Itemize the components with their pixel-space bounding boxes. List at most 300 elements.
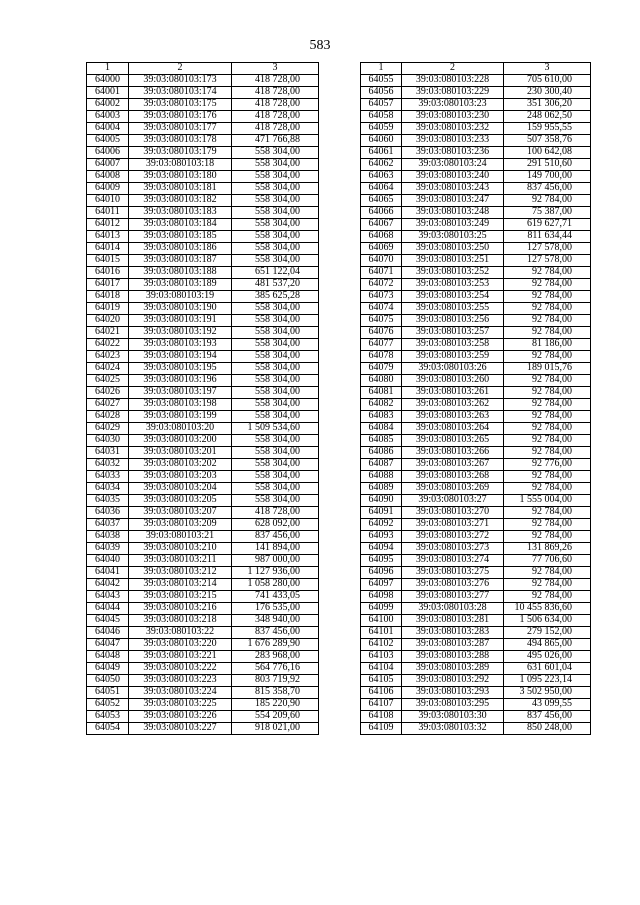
- table-row: [87, 171, 319, 183]
- cadastral-number-cell: 39:03:080103:204: [129, 483, 232, 495]
- row-number-cell: 64038: [87, 531, 129, 543]
- value-cell: 1 095 223,14: [504, 675, 591, 687]
- table-row: [361, 75, 591, 87]
- table-row: [87, 231, 319, 243]
- row-number-cell: 64060: [361, 135, 402, 147]
- table-row: [87, 339, 319, 351]
- cadastral-number-cell: 39:03:080103:25: [402, 231, 504, 243]
- value-cell: 495 026,00: [504, 651, 591, 663]
- cadastral-number-cell: 39:03:080103:272: [402, 531, 504, 543]
- column-header-3: 3: [504, 63, 591, 75]
- value-cell: 92 784,00: [504, 519, 591, 531]
- table-row: [361, 531, 591, 543]
- table-row: [87, 435, 319, 447]
- value-cell: 811 634,44: [504, 231, 591, 243]
- cadastral-number-cell: 39:03:080103:275: [402, 567, 504, 579]
- cadastral-number-cell: 39:03:080103:188: [129, 267, 232, 279]
- value-cell: 141 894,00: [232, 543, 319, 555]
- value-cell: 558 304,00: [232, 195, 319, 207]
- row-number-cell: 64070: [361, 255, 402, 267]
- cadastral-number-cell: 39:03:080103:22: [129, 627, 232, 639]
- cadastral-number-cell: 39:03:080103:220: [129, 639, 232, 651]
- cadastral-number-cell: 39:03:080103:176: [129, 111, 232, 123]
- table-row: [87, 531, 319, 543]
- table-row: [87, 327, 319, 339]
- table-row: [361, 579, 591, 591]
- cadastral-number-cell: 39:03:080103:180: [129, 171, 232, 183]
- row-number-cell: 64040: [87, 555, 129, 567]
- table-row: [87, 123, 319, 135]
- row-number-cell: 64023: [87, 351, 129, 363]
- value-cell: 558 304,00: [232, 147, 319, 159]
- row-number-cell: 64037: [87, 519, 129, 531]
- table-row: [361, 231, 591, 243]
- table-row: [361, 387, 591, 399]
- table-row: [87, 723, 319, 735]
- row-number-cell: 64080: [361, 375, 402, 387]
- row-number-cell: 64043: [87, 591, 129, 603]
- table-row: [361, 399, 591, 411]
- cadastral-number-cell: 39:03:080103:185: [129, 231, 232, 243]
- table-row: [361, 327, 591, 339]
- row-number-cell: 64057: [361, 99, 402, 111]
- row-number-cell: 64041: [87, 567, 129, 579]
- table-row: [361, 147, 591, 159]
- table-row: [361, 123, 591, 135]
- row-number-cell: 64042: [87, 579, 129, 591]
- value-cell: 619 627,71: [504, 219, 591, 231]
- row-number-cell: 64052: [87, 699, 129, 711]
- table-row: [87, 591, 319, 603]
- value-cell: 351 306,20: [504, 99, 591, 111]
- value-cell: 558 304,00: [232, 363, 319, 375]
- value-cell: 92 784,00: [504, 267, 591, 279]
- value-cell: 92 784,00: [504, 531, 591, 543]
- value-cell: 628 092,00: [232, 519, 319, 531]
- cadastral-number-cell: 39:03:080103:249: [402, 219, 504, 231]
- cadastral-number-cell: 39:03:080103:268: [402, 471, 504, 483]
- row-number-cell: 64086: [361, 447, 402, 459]
- value-cell: 558 304,00: [232, 243, 319, 255]
- cadastral-number-cell: 39:03:080103:274: [402, 555, 504, 567]
- cadastral-number-cell: 39:03:080103:273: [402, 543, 504, 555]
- value-cell: 189 015,76: [504, 363, 591, 375]
- cadastral-number-cell: 39:03:080103:184: [129, 219, 232, 231]
- cadastral-number-cell: 39:03:080103:175: [129, 99, 232, 111]
- cadastral-number-cell: 39:03:080103:173: [129, 75, 232, 87]
- value-cell: 987 000,00: [232, 555, 319, 567]
- table-header-row: [361, 63, 591, 75]
- value-cell: 100 642,08: [504, 147, 591, 159]
- value-cell: 127 578,00: [504, 243, 591, 255]
- row-number-cell: 64059: [361, 123, 402, 135]
- cadastral-number-cell: 39:03:080103:198: [129, 399, 232, 411]
- cadastral-number-cell: 39:03:080103:23: [402, 99, 504, 111]
- cadastral-number-cell: 39:03:080103:262: [402, 399, 504, 411]
- table-row: [361, 375, 591, 387]
- cadastral-number-cell: 39:03:080103:182: [129, 195, 232, 207]
- value-cell: 92 784,00: [504, 399, 591, 411]
- row-number-cell: 64027: [87, 399, 129, 411]
- value-cell: 92 784,00: [504, 471, 591, 483]
- table-row: [87, 459, 319, 471]
- row-number-cell: 64031: [87, 447, 129, 459]
- table-row: [87, 135, 319, 147]
- cadastral-number-cell: 39:03:080103:227: [129, 723, 232, 735]
- table-row: [361, 195, 591, 207]
- value-cell: 92 784,00: [504, 279, 591, 291]
- row-number-cell: 64064: [361, 183, 402, 195]
- row-number-cell: 64098: [361, 591, 402, 603]
- value-cell: 558 304,00: [232, 159, 319, 171]
- table-row: [361, 687, 591, 699]
- table-row: [87, 147, 319, 159]
- value-cell: 3 502 950,00: [504, 687, 591, 699]
- table-row: [361, 519, 591, 531]
- table-row: [87, 267, 319, 279]
- table-row: [87, 315, 319, 327]
- cadastral-number-cell: 39:03:080103:177: [129, 123, 232, 135]
- column-header-1: 1: [87, 63, 129, 75]
- row-number-cell: 64039: [87, 543, 129, 555]
- cadastral-number-cell: 39:03:080103:270: [402, 507, 504, 519]
- row-number-cell: 64035: [87, 495, 129, 507]
- value-cell: 418 728,00: [232, 75, 319, 87]
- value-cell: 92 784,00: [504, 567, 591, 579]
- value-cell: 127 578,00: [504, 255, 591, 267]
- value-cell: 803 719,92: [232, 675, 319, 687]
- cadastral-number-cell: 39:03:080103:200: [129, 435, 232, 447]
- value-cell: 92 784,00: [504, 591, 591, 603]
- cadastral-number-cell: 39:03:080103:221: [129, 651, 232, 663]
- value-cell: 837 456,00: [504, 711, 591, 723]
- table-row: [87, 603, 319, 615]
- data-table-left: [86, 62, 319, 735]
- value-cell: 418 728,00: [232, 123, 319, 135]
- value-cell: 837 456,00: [232, 531, 319, 543]
- row-number-cell: 64069: [361, 243, 402, 255]
- table-row: [87, 639, 319, 651]
- table-row: [87, 471, 319, 483]
- row-number-cell: 64088: [361, 471, 402, 483]
- table-row: [87, 483, 319, 495]
- table-row: [87, 507, 319, 519]
- cadastral-number-cell: 39:03:080103:27: [402, 495, 504, 507]
- row-number-cell: 64034: [87, 483, 129, 495]
- value-cell: 418 728,00: [232, 111, 319, 123]
- row-number-cell: 64077: [361, 339, 402, 351]
- cadastral-number-cell: 39:03:080103:230: [402, 111, 504, 123]
- row-number-cell: 64010: [87, 195, 129, 207]
- cadastral-number-cell: 39:03:080103:205: [129, 495, 232, 507]
- value-cell: 558 304,00: [232, 495, 319, 507]
- cadastral-number-cell: 39:03:080103:216: [129, 603, 232, 615]
- cadastral-number-cell: 39:03:080103:197: [129, 387, 232, 399]
- row-number-cell: 64083: [361, 411, 402, 423]
- row-number-cell: 64094: [361, 543, 402, 555]
- column-header-1: 1: [361, 63, 402, 75]
- row-number-cell: 64053: [87, 711, 129, 723]
- table-row: [361, 363, 591, 375]
- table-row: [87, 711, 319, 723]
- table-row: [87, 255, 319, 267]
- table-row: [87, 399, 319, 411]
- value-cell: 815 358,70: [232, 687, 319, 699]
- cadastral-number-cell: 39:03:080103:186: [129, 243, 232, 255]
- cadastral-number-cell: 39:03:080103:252: [402, 267, 504, 279]
- table-row: [361, 627, 591, 639]
- value-cell: 651 122,04: [232, 267, 319, 279]
- value-cell: 494 865,00: [504, 639, 591, 651]
- row-number-cell: 64011: [87, 207, 129, 219]
- row-number-cell: 64047: [87, 639, 129, 651]
- table-row: [87, 567, 319, 579]
- table-row: [361, 255, 591, 267]
- value-cell: 92 784,00: [504, 327, 591, 339]
- value-cell: 77 706,60: [504, 555, 591, 567]
- row-number-cell: 64095: [361, 555, 402, 567]
- value-cell: 558 304,00: [232, 447, 319, 459]
- row-number-cell: 64045: [87, 615, 129, 627]
- cadastral-number-cell: 39:03:080103:264: [402, 423, 504, 435]
- value-cell: 81 186,00: [504, 339, 591, 351]
- row-number-cell: 64054: [87, 723, 129, 735]
- row-number-cell: 64024: [87, 363, 129, 375]
- row-number-cell: 64102: [361, 639, 402, 651]
- table-row: [87, 495, 319, 507]
- table-row: [87, 687, 319, 699]
- value-cell: 43 099,55: [504, 699, 591, 711]
- table-row: [361, 615, 591, 627]
- table-row: [361, 411, 591, 423]
- row-number-cell: 64008: [87, 171, 129, 183]
- cadastral-number-cell: 39:03:080103:201: [129, 447, 232, 459]
- row-number-cell: 64033: [87, 471, 129, 483]
- cadastral-number-cell: 39:03:080103:202: [129, 459, 232, 471]
- row-number-cell: 64109: [361, 723, 402, 735]
- cadastral-number-cell: 39:03:080103:265: [402, 435, 504, 447]
- cadastral-number-cell: 39:03:080103:207: [129, 507, 232, 519]
- row-number-cell: 64030: [87, 435, 129, 447]
- table-row: [361, 675, 591, 687]
- cadastral-number-cell: 39:03:080103:258: [402, 339, 504, 351]
- value-cell: 1 506 634,00: [504, 615, 591, 627]
- cadastral-number-cell: 39:03:080103:225: [129, 699, 232, 711]
- cadastral-number-cell: 39:03:080103:228: [402, 75, 504, 87]
- value-cell: 1 127 936,00: [232, 567, 319, 579]
- value-cell: 92 784,00: [504, 387, 591, 399]
- table-row: [361, 591, 591, 603]
- table-row: [361, 111, 591, 123]
- value-cell: 631 601,04: [504, 663, 591, 675]
- cadastral-number-cell: 39:03:080103:288: [402, 651, 504, 663]
- cadastral-number-cell: 39:03:080103:214: [129, 579, 232, 591]
- cadastral-number-cell: 39:03:080103:253: [402, 279, 504, 291]
- table-row: [361, 483, 591, 495]
- value-cell: 1 555 004,00: [504, 495, 591, 507]
- row-number-cell: 64026: [87, 387, 129, 399]
- table-row: [361, 699, 591, 711]
- table-row: [361, 279, 591, 291]
- row-number-cell: 64051: [87, 687, 129, 699]
- table-row: [87, 555, 319, 567]
- table-row: [87, 663, 319, 675]
- cadastral-number-cell: 39:03:080103:178: [129, 135, 232, 147]
- value-cell: 92 784,00: [504, 303, 591, 315]
- row-number-cell: 64101: [361, 627, 402, 639]
- cadastral-number-cell: 39:03:080103:193: [129, 339, 232, 351]
- table-header-row: [87, 63, 319, 75]
- row-number-cell: 64021: [87, 327, 129, 339]
- table-row: [87, 195, 319, 207]
- value-cell: 558 304,00: [232, 207, 319, 219]
- cadastral-number-cell: 39:03:080103:28: [402, 603, 504, 615]
- value-cell: 558 304,00: [232, 219, 319, 231]
- cadastral-number-cell: 39:03:080103:259: [402, 351, 504, 363]
- cadastral-number-cell: 39:03:080103:30: [402, 711, 504, 723]
- cadastral-number-cell: 39:03:080103:196: [129, 375, 232, 387]
- value-cell: 92 784,00: [504, 435, 591, 447]
- row-number-cell: 64065: [361, 195, 402, 207]
- table-row: [361, 639, 591, 651]
- table-row: [361, 87, 591, 99]
- cadastral-number-cell: 39:03:080103:215: [129, 591, 232, 603]
- cadastral-number-cell: 39:03:080103:232: [402, 123, 504, 135]
- value-cell: 918 021,00: [232, 723, 319, 735]
- value-cell: 554 209,60: [232, 711, 319, 723]
- value-cell: 291 510,60: [504, 159, 591, 171]
- table-row: [361, 303, 591, 315]
- row-number-cell: 64036: [87, 507, 129, 519]
- value-cell: 558 304,00: [232, 387, 319, 399]
- cadastral-number-cell: 39:03:080103:21: [129, 531, 232, 543]
- table-row: [87, 699, 319, 711]
- table-row: [87, 519, 319, 531]
- row-number-cell: 64078: [361, 351, 402, 363]
- cadastral-number-cell: 39:03:080103:269: [402, 483, 504, 495]
- cadastral-number-cell: 39:03:080103:187: [129, 255, 232, 267]
- value-cell: 837 456,00: [232, 627, 319, 639]
- row-number-cell: 64075: [361, 315, 402, 327]
- table-row: [87, 159, 319, 171]
- table-row: [87, 279, 319, 291]
- value-cell: 92 784,00: [504, 483, 591, 495]
- value-cell: 558 304,00: [232, 171, 319, 183]
- cadastral-number-cell: 39:03:080103:256: [402, 315, 504, 327]
- row-number-cell: 64016: [87, 267, 129, 279]
- table-row: [87, 411, 319, 423]
- row-number-cell: 64022: [87, 339, 129, 351]
- cadastral-number-cell: 39:03:080103:271: [402, 519, 504, 531]
- value-cell: 1 676 289,90: [232, 639, 319, 651]
- cadastral-number-cell: 39:03:080103:254: [402, 291, 504, 303]
- table-row: [87, 99, 319, 111]
- row-number-cell: 64056: [361, 87, 402, 99]
- table-row: [361, 135, 591, 147]
- row-number-cell: 64106: [361, 687, 402, 699]
- row-number-cell: 64066: [361, 207, 402, 219]
- row-number-cell: 64096: [361, 567, 402, 579]
- row-number-cell: 64076: [361, 327, 402, 339]
- row-number-cell: 64018: [87, 291, 129, 303]
- value-cell: 348 940,00: [232, 615, 319, 627]
- cadastral-number-cell: 39:03:080103:192: [129, 327, 232, 339]
- value-cell: 558 304,00: [232, 471, 319, 483]
- cadastral-number-cell: 39:03:080103:250: [402, 243, 504, 255]
- cadastral-number-cell: 39:03:080103:209: [129, 519, 232, 531]
- table-row: [361, 207, 591, 219]
- row-number-cell: 64100: [361, 615, 402, 627]
- table-row: [87, 111, 319, 123]
- value-cell: 558 304,00: [232, 339, 319, 351]
- value-cell: 92 784,00: [504, 315, 591, 327]
- table-row: [87, 675, 319, 687]
- cadastral-number-cell: 39:03:080103:183: [129, 207, 232, 219]
- value-cell: 558 304,00: [232, 315, 319, 327]
- cadastral-number-cell: 39:03:080103:255: [402, 303, 504, 315]
- cadastral-number-cell: 39:03:080103:287: [402, 639, 504, 651]
- row-number-cell: 64081: [361, 387, 402, 399]
- row-number-cell: 64097: [361, 579, 402, 591]
- value-cell: 558 304,00: [232, 411, 319, 423]
- cadastral-number-cell: 39:03:080103:229: [402, 87, 504, 99]
- table-row: [361, 663, 591, 675]
- table-row: [361, 651, 591, 663]
- table-row: [87, 87, 319, 99]
- column-header-2: 2: [402, 63, 504, 75]
- value-cell: 471 766,88: [232, 135, 319, 147]
- value-cell: 837 456,00: [504, 183, 591, 195]
- table-row: [87, 219, 319, 231]
- cadastral-number-cell: 39:03:080103:260: [402, 375, 504, 387]
- value-cell: 10 455 836,60: [504, 603, 591, 615]
- row-number-cell: 64000: [87, 75, 129, 87]
- cadastral-number-cell: 39:03:080103:295: [402, 699, 504, 711]
- table-row: [87, 291, 319, 303]
- row-number-cell: 64048: [87, 651, 129, 663]
- table-row: [361, 183, 591, 195]
- row-number-cell: 64087: [361, 459, 402, 471]
- value-cell: 279 152,00: [504, 627, 591, 639]
- value-cell: 558 304,00: [232, 459, 319, 471]
- cadastral-number-cell: 39:03:080103:247: [402, 195, 504, 207]
- table-row: [87, 75, 319, 87]
- row-number-cell: 64001: [87, 87, 129, 99]
- row-number-cell: 64020: [87, 315, 129, 327]
- table-row: [87, 615, 319, 627]
- row-number-cell: 64019: [87, 303, 129, 315]
- table-row: [87, 423, 319, 435]
- cadastral-number-cell: 39:03:080103:174: [129, 87, 232, 99]
- cadastral-number-cell: 39:03:080103:292: [402, 675, 504, 687]
- table-row: [361, 507, 591, 519]
- table-row: [87, 579, 319, 591]
- table-row: [87, 627, 319, 639]
- row-number-cell: 64017: [87, 279, 129, 291]
- value-cell: 149 700,00: [504, 171, 591, 183]
- value-cell: 92 784,00: [504, 375, 591, 387]
- cadastral-number-cell: 39:03:080103:281: [402, 615, 504, 627]
- row-number-cell: 64049: [87, 663, 129, 675]
- cadastral-number-cell: 39:03:080103:189: [129, 279, 232, 291]
- value-cell: 92 784,00: [504, 411, 591, 423]
- row-number-cell: 64090: [361, 495, 402, 507]
- row-number-cell: 64099: [361, 603, 402, 615]
- value-cell: 92 784,00: [504, 195, 591, 207]
- row-number-cell: 64032: [87, 459, 129, 471]
- row-number-cell: 64014: [87, 243, 129, 255]
- cadastral-number-cell: 39:03:080103:263: [402, 411, 504, 423]
